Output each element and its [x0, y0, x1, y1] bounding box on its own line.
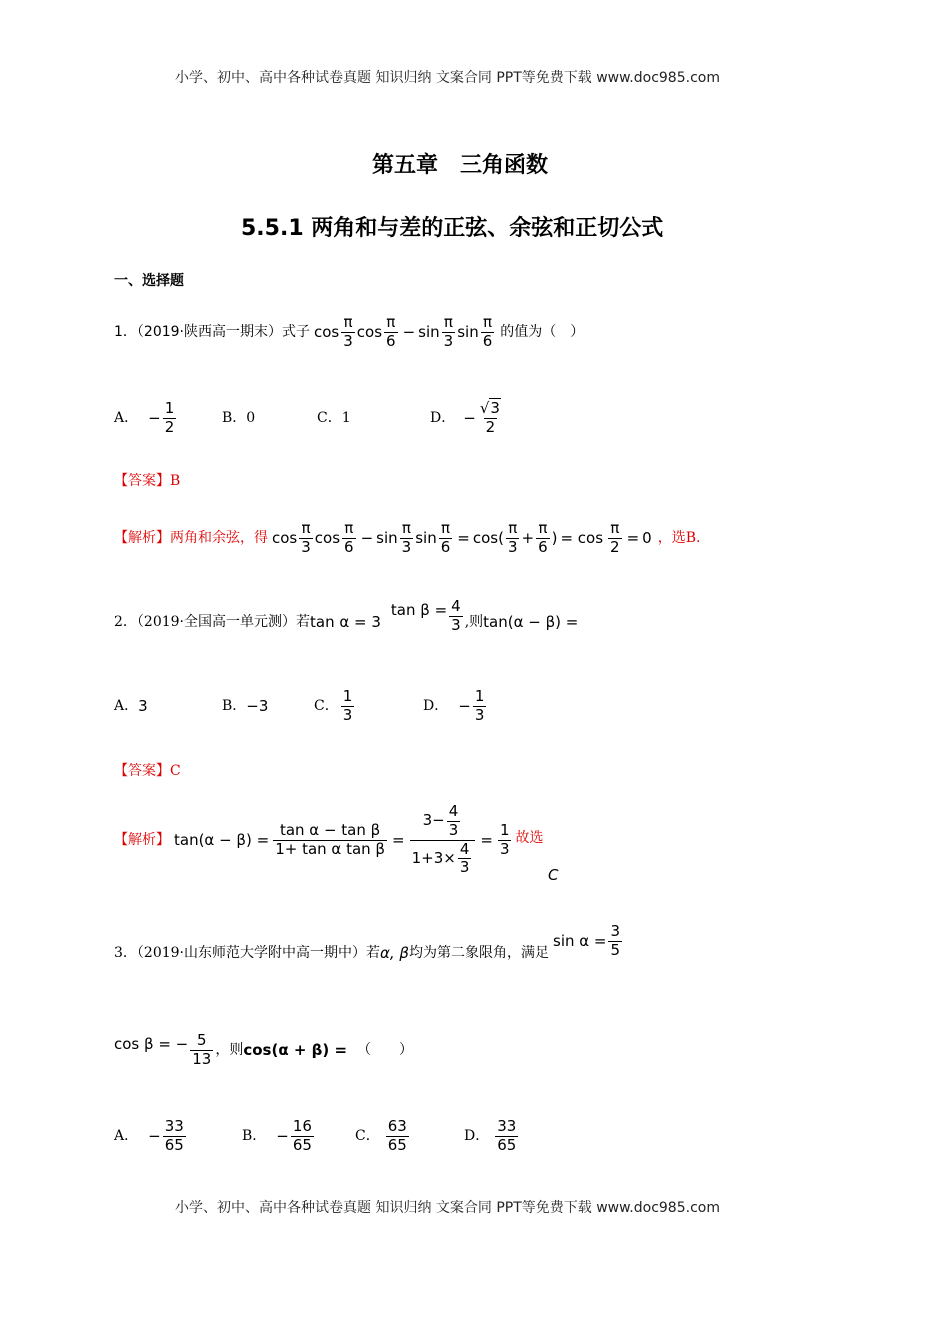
- analysis-label: 【解析】: [114, 832, 170, 848]
- answer-value: C: [170, 763, 181, 779]
- cos-func: cos: [314, 323, 340, 341]
- chapter-title: 第五章 三角函数: [372, 153, 549, 178]
- q1-option-d[interactable]: [430, 388, 505, 448]
- minus-sign: −: [148, 1126, 161, 1145]
- option-label: A．: [114, 698, 139, 714]
- q1-option-c[interactable]: [317, 388, 351, 448]
- q3-stem-post: （ ）: [357, 1042, 414, 1058]
- fraction-16-65: $\frac{16}{65}$: [292, 1116, 312, 1154]
- q1-answer: [114, 474, 180, 488]
- fraction-pi-6: $\frac{\pi}{6}$: [386, 312, 396, 350]
- q1-option-a[interactable]: [114, 388, 178, 448]
- q3-option-a[interactable]: [114, 1106, 188, 1166]
- q1-stem: [114, 302, 584, 362]
- sin-alpha-eq: sin α =: [553, 932, 607, 950]
- option-label: D．: [423, 698, 449, 714]
- q2-stem: [114, 590, 578, 654]
- option-value: −3: [246, 696, 269, 715]
- q3-stem-then: ，则: [215, 1042, 244, 1058]
- fraction-63-65: $\frac{63}{65}$: [387, 1116, 407, 1154]
- fraction-sqrt3-2: $\frac{√3}{2}$: [479, 398, 500, 436]
- cos-beta-eq: cos β = −: [114, 1035, 189, 1053]
- fraction-33-65: $\frac{33}{65}$: [164, 1116, 184, 1154]
- analysis-tail: ，选B.: [657, 530, 701, 546]
- q1-option-b[interactable]: [222, 388, 255, 448]
- fraction-1-2: $\frac{1}{2}$: [164, 398, 175, 436]
- q2-option-d[interactable]: [423, 676, 488, 736]
- fraction-1-3: $\frac{1}{3}$: [474, 686, 485, 724]
- option-label: C．1: [317, 410, 351, 426]
- q3-stem-pre: 3．（2019·山东师范大学附中高一期中）若: [114, 945, 380, 961]
- option-label: B．0: [222, 410, 256, 426]
- minus-sign: −: [148, 408, 161, 427]
- alpha-beta-pair: α, β: [380, 944, 409, 962]
- q3-option-b[interactable]: [242, 1106, 316, 1166]
- q2-option-b[interactable]: [222, 676, 268, 736]
- cos-func: cos: [356, 323, 383, 341]
- option-label: B．: [242, 1128, 267, 1144]
- fraction-pi-3: $\frac{\pi}{3}$: [343, 312, 353, 350]
- q3-option-d[interactable]: [464, 1106, 520, 1166]
- page-header: 小学、初中、高中各种试卷真题 知识归纳 文案合同 PPT等免费下载 www.doc985.com: [175, 70, 720, 86]
- q2-stem-pre: 2．（2019·全国高一单元测）若: [114, 614, 310, 630]
- q1-expression: [314, 312, 496, 350]
- fraction-1-3: $\frac{1}{3}$: [342, 686, 353, 724]
- q2-analysis-expression: tan(α − β) = $\frac{\text{tan α − tan β}}{\text{1+ tan α tan β}}$ = 3− $\frac{4}{3}$ 1+3× $\frac{4}{3}$ = $\frac{1}{3}$: [174, 802, 510, 877]
- analysis-label: 【解析】: [114, 530, 170, 546]
- option-label: A．: [114, 1128, 139, 1144]
- section-title: 5.5.1 两角和与差的正弦、余弦和正切公式: [241, 216, 664, 241]
- q2-analysis-choice: C: [548, 866, 559, 884]
- answer-label: 【答案】: [114, 473, 170, 489]
- q3-stem-mid: 均为第二象限角，满足: [409, 945, 549, 961]
- minus-sign: −: [458, 696, 471, 715]
- q2-option-c[interactable]: [314, 676, 356, 736]
- q1-stem-pre: 1．（2019·陕西高一期末）式子: [114, 324, 310, 340]
- sin-func: sin: [418, 323, 440, 341]
- part-title: 一、选择题: [114, 273, 184, 289]
- q3-option-c[interactable]: [355, 1106, 411, 1166]
- q2-options: [114, 676, 534, 736]
- analysis-text: 两角和余弦，得: [170, 530, 268, 546]
- option-label: C．: [355, 1128, 380, 1144]
- q2-analysis: [114, 795, 543, 885]
- analysis-tail: 故选: [515, 830, 544, 846]
- page-footer: 小学、初中、高中各种试卷真题 知识归纳 文案合同 PPT等免费下载 www.doc985.com: [175, 1200, 720, 1216]
- fraction-pi-6: $\frac{\pi}{6}$: [482, 312, 493, 350]
- minus-sign: −: [402, 323, 416, 341]
- tan-beta-eq: tan β =: [390, 601, 448, 619]
- option-label: D．: [430, 410, 456, 426]
- fraction-pi-3: $\frac{\pi}{3}$: [443, 312, 454, 350]
- option-label: B．: [222, 698, 247, 714]
- q1-options: [114, 388, 534, 448]
- sin-func: sin: [457, 323, 479, 341]
- q2-option-a[interactable]: [114, 676, 148, 736]
- option-label: A．: [114, 410, 139, 426]
- q3-stem-line1: [114, 920, 624, 986]
- q2-answer: [114, 764, 181, 778]
- option-label: D．: [464, 1128, 490, 1144]
- q1-analysis: [114, 508, 700, 568]
- sqrt-symbol: √3: [479, 398, 500, 417]
- q1-analysis-expression: cos $\frac{\pi}{3}$ cos $\frac{\pi}{6}$ − sin $\frac{\pi}{3}$ sin $\frac{\pi}{6}$ = cos( $\frac{\pi}{3}$ + $\frac{\pi}{6}$ ) = cos $\frac{\pi}{2}$ = 0: [272, 518, 652, 556]
- q3-options: [114, 1106, 534, 1166]
- fraction-4-3: $\frac{4}{3}$: [451, 596, 461, 634]
- q3-stem-line2: [114, 1020, 413, 1080]
- option-value: 3: [138, 696, 148, 715]
- cos-alpha-plus-beta-eq: cos(α + β) =: [243, 1041, 348, 1059]
- minus-sign: −: [276, 1126, 289, 1145]
- minus-sign: −: [463, 408, 476, 427]
- tan-alpha-minus-beta-eq: tan(α − β) =: [483, 613, 579, 631]
- fraction-3-5: $\frac{3}{5}$: [610, 921, 621, 959]
- q1-stem-post: 的值为（ ）: [500, 324, 585, 340]
- tan-alpha-eq: tan α = 3: [310, 613, 381, 631]
- option-label: C．: [314, 698, 339, 714]
- fraction-33-65: $\frac{33}{65}$: [497, 1116, 517, 1154]
- fraction-5-13: $\frac{5}{13}$: [192, 1030, 212, 1068]
- q2-stem-mid: ,则: [464, 614, 484, 630]
- answer-label: 【答案】: [114, 763, 170, 779]
- answer-value: B: [170, 473, 181, 489]
